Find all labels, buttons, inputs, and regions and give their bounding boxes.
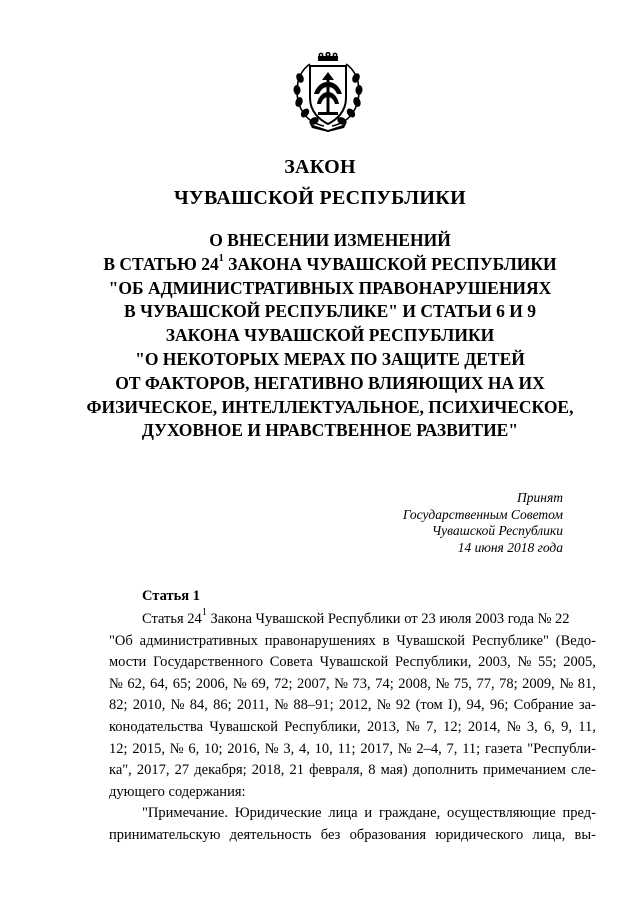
subtitle-text: ЗАКОНА ЧУВАШСКОЙ РЕСПУБЛИКИ bbox=[223, 253, 557, 274]
body-line: мости Государственного Совета Чувашской Республики, 2003, № 55; 2005, bbox=[109, 654, 596, 671]
subtitle-line: "ОБ АДМИНИСТРАТИВНЫХ ПРАВОНАРУШЕНИЯХ bbox=[108, 277, 552, 298]
note-line: принимательскую деятельность без образования юридического лица, вы- bbox=[109, 826, 596, 843]
subtitle-line bbox=[70, 253, 590, 277]
law-heading: ЗАКОН bbox=[284, 156, 356, 178]
adoption-line: Государственным Советом bbox=[402, 506, 563, 522]
body-line: 12; 2015, № 6, 10; 2016, № 3, 4, 10, 11; 2017, № 2–4, 7, 11; газета "Республи- bbox=[109, 740, 596, 757]
adoption-line: Принят bbox=[517, 490, 563, 505]
subtitle-text: В СТАТЬЮ 24 bbox=[103, 253, 219, 274]
superscript: 1 bbox=[218, 252, 224, 264]
body-lines bbox=[109, 631, 596, 782]
subtitle-line: ОТ ФАКТОРОВ, НЕГАТИВНО ВЛИЯЮЩИХ НА ИХ bbox=[115, 372, 545, 393]
body-line: № 62, 64, 65; 2006, № 69, 72; 2007, № 73, 74; 2008, № 75, 77, 78; 2009, № 81, bbox=[109, 675, 596, 692]
body-line bbox=[109, 609, 596, 631]
body-line: ка", 2017, 27 декабря; 2018, 21 февраля, 8 мая) дополнить примечанием сле- bbox=[109, 762, 596, 779]
note-line: "Примечание. Юридические лица и граждане, осуществляющие пред- bbox=[142, 805, 596, 822]
article-body bbox=[109, 609, 596, 847]
adoption-date: 14 июня 2018 года bbox=[457, 539, 563, 555]
adoption-note bbox=[303, 490, 563, 556]
subtitle-line: ЗАКОНА ЧУВАШСКОЙ РЕСПУБЛИКИ bbox=[165, 325, 495, 346]
superscript: 1 bbox=[201, 607, 207, 619]
law-subtitle bbox=[70, 229, 590, 443]
chuvash-republic-emblem bbox=[288, 52, 368, 132]
adoption-line: Чувашской Республики bbox=[431, 523, 563, 538]
subtitle-line: О ВНЕСЕНИИ ИЗМЕНЕНИЙ bbox=[209, 230, 451, 250]
body-line: конодательства Чувашской Республики, 2013, № 7, 12; 2014, № 3, 6, 9, 11, bbox=[109, 718, 596, 735]
article-title: Статья 1 bbox=[142, 588, 200, 604]
subtitle-line: ДУХОВНОЕ И НРАВСТВЕННОЕ РАЗВИТИЕ" bbox=[141, 420, 519, 441]
subtitle-line: В ЧУВАШСКОЙ РЕСПУБЛИКЕ" И СТАТЬИ 6 И 9 bbox=[124, 301, 536, 322]
body-line: дующего содержания: bbox=[109, 783, 246, 800]
body-text-segment: Статья $24^1$ Закона Чувашской Республики от 23 июля 2003 года № 22 bbox=[142, 607, 570, 627]
republic-heading: ЧУВАШСКОЙ РЕСПУБЛИКИ bbox=[174, 187, 466, 209]
subtitle-line: "О НЕКОТОРЫХ МЕРАХ ПО ЗАЩИТЕ ДЕТЕЙ bbox=[135, 348, 525, 369]
subtitle-line: ФИЗИЧЕСКОЕ, ИНТЕЛЛЕКТУАЛЬНОЕ, ПСИХИЧЕСКОЕ, bbox=[86, 396, 574, 417]
body-line: "Об административных правонарушениях в Чувашской Республике" (Ведо- bbox=[109, 632, 596, 649]
body-line: 82; 2010, № 84, 86; 2011, № 88–91; 2012, № 92 (том I), 94, 96; Собрание за- bbox=[109, 697, 596, 714]
